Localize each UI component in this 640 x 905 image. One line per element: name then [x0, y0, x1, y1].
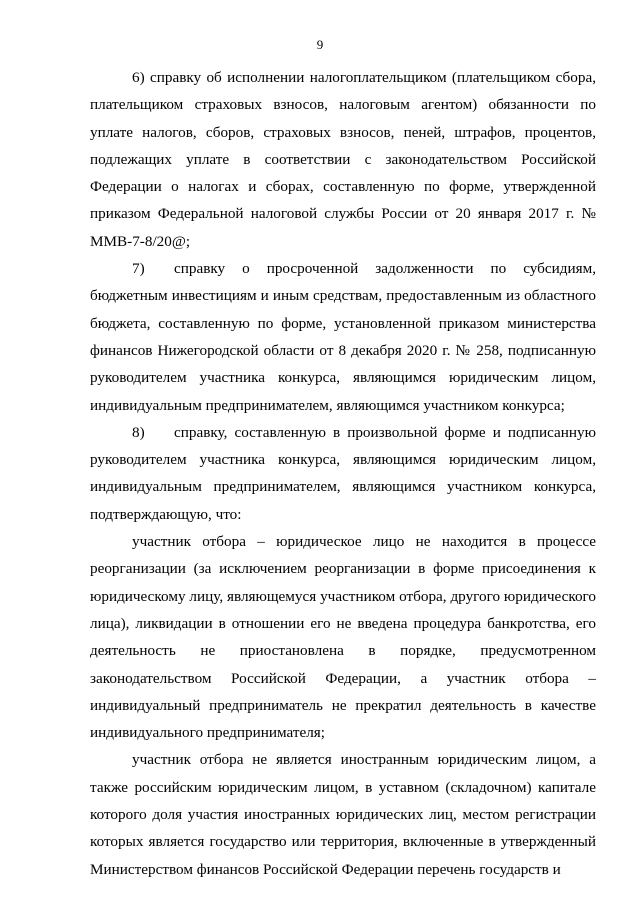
page-number: 9 — [316, 37, 324, 52]
paragraph-item-6 — [90, 64, 596, 255]
paragraph-item-7 — [90, 255, 596, 419]
document-body — [90, 64, 596, 883]
paragraph-text: 6) справку об исполнении налогоплательщиком (плательщиком сбора, плательщиком страховых взносов, налоговым агентом) обязанности по уплате налогов, сборов, страховых взносов, пеней, штрафов, процентов, подлежащих уплате в соответствии с законодательством Российской Федерации о налогах и сборах, составленную по форме, утвержденной приказом Федеральной налоговой службы России от 20 января 2017 г. № ММВ-7-8/20@; — [90, 69, 596, 250]
paragraph-text: справку о просроченной задолженности по субсидиям, бюджетным инвестициям и иным средствам, предоставленным из областного бюджета, составленную по форме, установленной приказом министерства финансов Нижегородской области от 8 декабря 2020 г. № 258, подписанную руководителем участника конкурса, являющимся юридическим лицом, индивидуальным предпринимателем, являющимся участником конкурса; — [90, 260, 596, 414]
paragraph-condition-foreign-entity — [90, 746, 596, 882]
paragraph-text: справку, составленную в произвольной форме и подписанную руководителем участника конкурса, являющимся юридическим лицом, индивидуальным предпринимателем, являющимся участником конкурса, подтверждающую, что: — [90, 423, 596, 523]
paragraph-item-8 — [90, 419, 596, 528]
paragraph-marker: 7) — [132, 260, 145, 278]
paragraph-condition-reorganization — [90, 528, 596, 746]
paragraph-text: участник отбора – юридическое лицо не находится в процессе реорганизации (за исключением реорганизации в форме присоединения к юридическому лицу, являющемуся участником отбора, другого юридического лица), ликвидации в отношении его не введена процедура банкротства, его деятельность не приостановлена в порядке, предусмотренном законодательством Российской Федерации, а участник отбора – индивидуальный предприниматель не прекратил деятельность в качестве индивидуального предпринимателя; — [90, 533, 596, 742]
paragraph-marker: 8) — [132, 423, 145, 441]
paragraph-text: участник отбора не является иностранным юридическим лицом, а также российским юридическим лицом, в уставном (складочном) капитале которого доля участия иностранных юридических лиц, местом регистрации которых является государство или территория, включенные в утвержденный Министерством финансов Российской Федерации перечень государств и — [90, 751, 596, 878]
